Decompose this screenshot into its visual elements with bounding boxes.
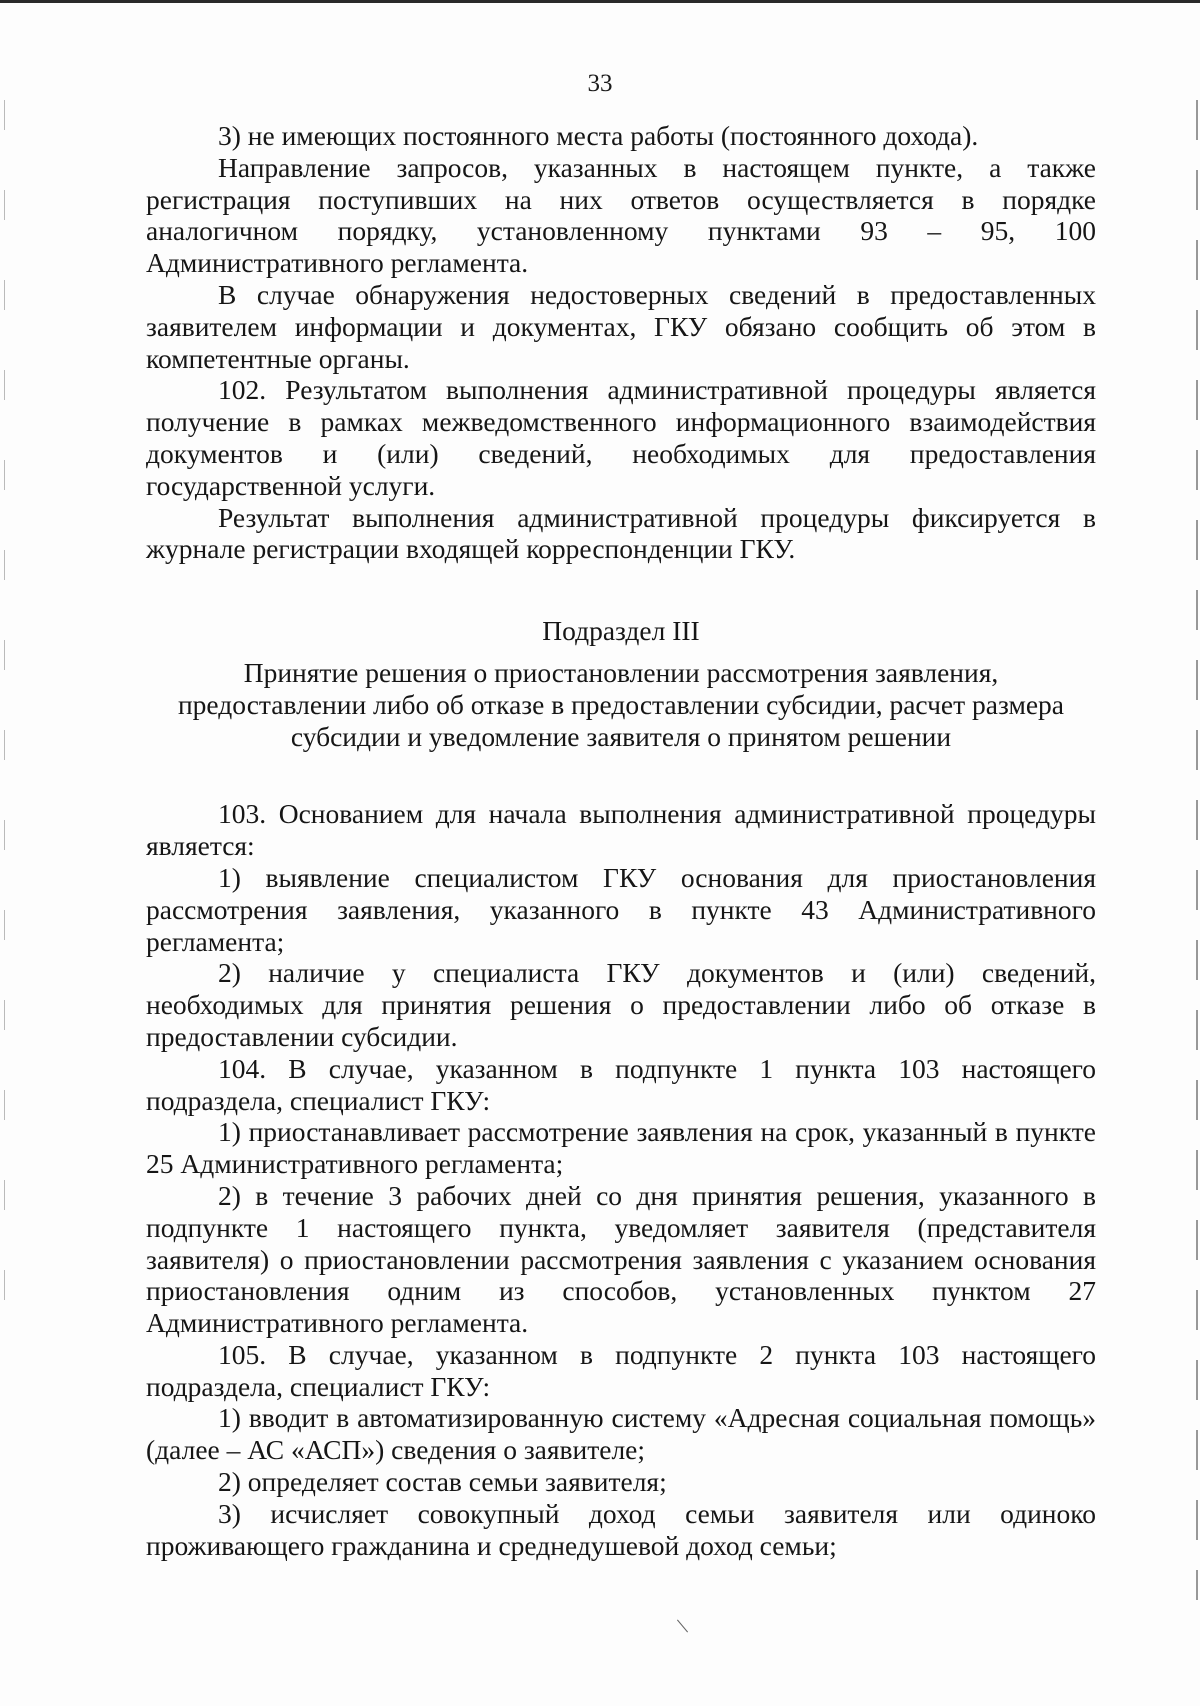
scan-border-top — [0, 0, 1200, 3]
subsection-title: Принятие решения о приостановлении рассмотрения заявления, предоставлении либо об отказе в предоставлении субсидии, расчет размера субсидии и уведомление заявителя о принятом решении — [177, 656, 1065, 752]
paragraph: 1) вводит в автоматизированную систему «Адресная социальная помощь» (далее – АС «АСП») сведения о заявителе; — [146, 1402, 1096, 1466]
paragraph: Результат выполнения административной процедуры фиксируется в журнале регистрации входящей корреспонденции ГКУ. — [146, 501, 1096, 565]
paragraph: 2) определяет состав семьи заявителя; — [218, 1466, 667, 1498]
paragraph: 104. В случае, указанном в подпункте 1 пункта 103 настоящего подраздела, специалист ГКУ: — [146, 1052, 1096, 1116]
document-body — [146, 120, 1096, 1561]
scan-border-right — [1196, 100, 1198, 1600]
paragraph: Направление запросов, указанных в настоящем пункте, а также регистрация поступивших на них ответов осуществляется в порядке аналогичном порядку, установленному пунктами 93 – 95, 100 Административного регламента. — [146, 151, 1096, 279]
paragraph: В случае обнаружения недостоверных сведений в предоставленных заявителем информации и документах, ГКУ обязано сообщить об этом в компетентные органы. — [146, 278, 1096, 374]
paragraph: 1) выявление специалистом ГКУ основания для приостановления рассмотрения заявления, указанного в пункте 43 Административного регламента; — [146, 861, 1096, 957]
page-number: 33 — [587, 70, 613, 97]
scan-border-left — [4, 100, 5, 1300]
paragraph: 103. Основанием для начала выполнения административной процедуры является: — [146, 798, 1096, 862]
paragraph: 3) исчисляет совокупный доход семьи заявителя или одиноко проживающего гражданина и среднедушевой доход семьи; — [146, 1497, 1096, 1561]
paragraph: 102. Результатом выполнения административной процедуры является получение в рамках межведомственного информационного взаимодействия документов и (или) сведений, необходимых для предоставления государственной услуги. — [146, 374, 1096, 501]
paragraph: 2) в течение 3 рабочих дней со дня принятия решения, указанного в подпункте 1 настоящего пункта, уведомляет заявителя (представителя заявителя) о приостановлении рассмотрения заявления с указанием основания приостановления одним из способов, установленных пунктом 27 Административного регламента. — [146, 1179, 1096, 1339]
paragraph: 3) не имеющих постоянного места работы (постоянного дохода). — [218, 120, 979, 151]
scan-mark — [677, 1620, 688, 1633]
paragraph: 2) наличие у специалиста ГКУ документов и (или) сведений, необходимых для принятия решения о предоставлении либо об отказе в предоставлении субсидии. — [146, 957, 1096, 1052]
paragraph: 1) приостанавливает рассмотрение заявления на срок, указанный в пункте 25 Административного регламента; — [146, 1116, 1096, 1180]
subsection-label: Подраздел III — [542, 615, 700, 647]
paragraph: 105. В случае, указанном в подпункте 2 пункта 103 настоящего подраздела, специалист ГКУ: — [146, 1338, 1096, 1402]
